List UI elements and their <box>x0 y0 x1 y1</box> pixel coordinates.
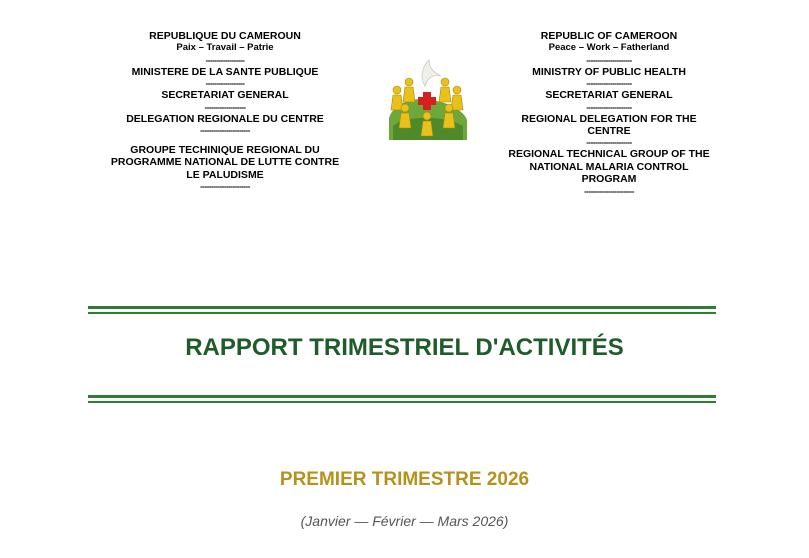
delegation-en-line2: CENTRE <box>587 125 631 138</box>
report-title: RAPPORT TRIMESTRIEL D'ACTIVITÉS <box>185 334 624 361</box>
months-subtitle: (Janvier — Février — Mars 2026) <box>300 513 509 529</box>
country-name-en: REPUBLIC OF CAMEROON <box>540 30 678 42</box>
group-en-line3: PROGRAM <box>581 173 637 186</box>
separator: --------------------- <box>586 138 632 148</box>
ministry-fr: MINISTERE DE LA SANTE PUBLIQUE <box>131 65 319 78</box>
separator: ----------------------- <box>200 126 250 136</box>
separator: --------------------- <box>586 79 632 89</box>
separator: --------------------- <box>586 102 632 112</box>
separator: ------------------ <box>205 55 245 65</box>
group-fr-line1: GROUPE TECHINIQUE REGIONAL DU <box>130 144 320 157</box>
separator: ----------------------- <box>200 182 250 192</box>
header-english <box>474 30 744 197</box>
title-rule-top <box>88 306 716 314</box>
header-french <box>90 30 360 192</box>
secretariat-fr: SECRETARIAT GENERAL <box>161 89 289 102</box>
country-name-fr: REPUBLIQUE DU CAMEROUN <box>149 30 301 42</box>
motto-fr: Paix – Travail – Patrie <box>176 42 274 54</box>
group-en-line1: REGIONAL TECHNICAL GROUP OF THE <box>508 148 710 161</box>
separator: ------------------ <box>205 79 245 89</box>
separator: --------------------- <box>586 55 632 65</box>
secretariat-en: SECRETARIAT GENERAL <box>545 89 673 102</box>
motto-en: Peace – Work – Fatherland <box>548 42 670 54</box>
group-fr-line2: PROGRAMME NATIONAL DE LUTTE CONTRE <box>110 156 340 169</box>
group-fr-line3: LE PALUDISME <box>186 168 264 181</box>
quarter-heading: PREMIER TRIMESTRE 2026 <box>279 469 530 490</box>
separator: ----------------------- <box>584 186 634 196</box>
group-en-line2: NATIONAL MALARIA CONTROL <box>529 160 689 173</box>
ministry-logo <box>383 56 471 142</box>
delegation-en-line1: REGIONAL DELEGATION FOR THE <box>521 112 697 125</box>
ministry-en: MINISTRY OF PUBLIC HEALTH <box>532 65 686 78</box>
title-rule-bottom <box>88 395 716 403</box>
delegation-fr: DELEGATION REGIONALE DU CENTRE <box>126 112 324 125</box>
separator: ------------------- <box>204 102 246 112</box>
